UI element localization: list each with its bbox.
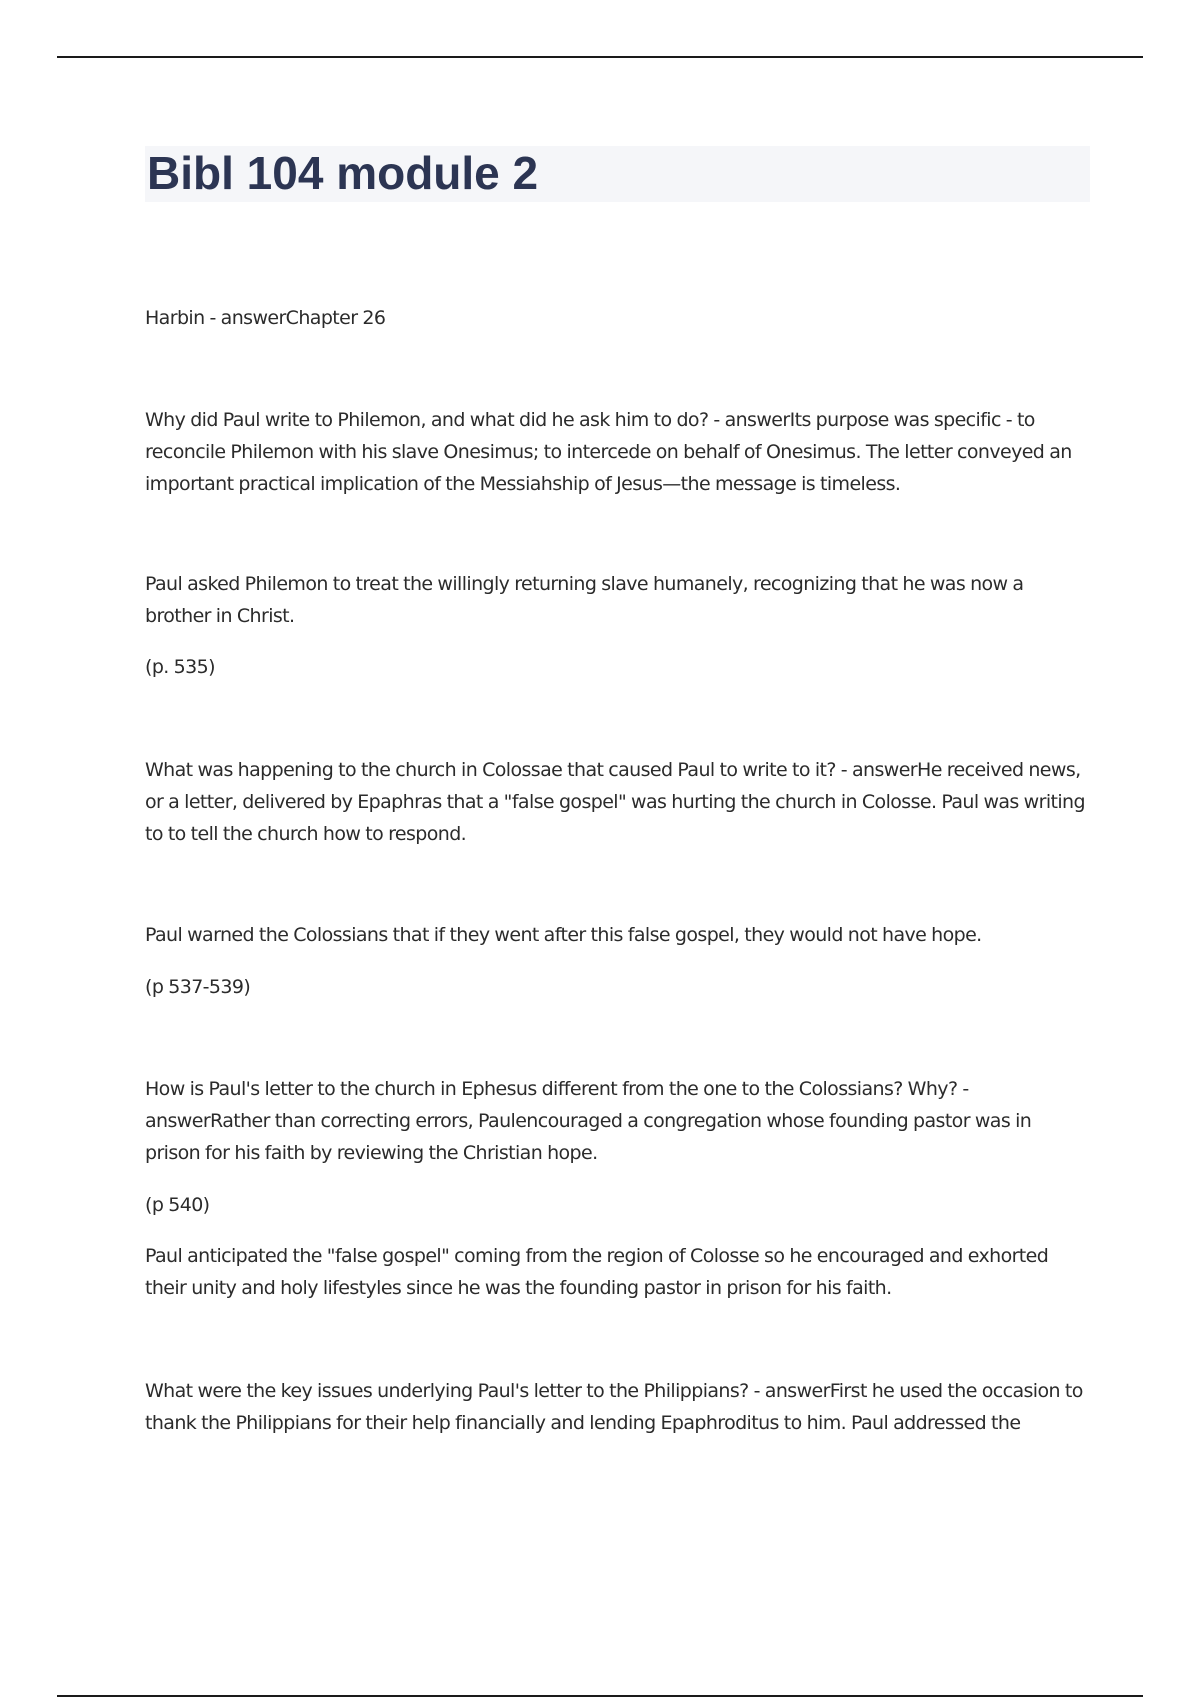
page-reference-535: (p. 535)	[145, 656, 215, 678]
paragraph-philippians-question: What were the key issues underlying Paul's letter to the Philippians? - answerFirst he used the occasion to thank the Philippians for their help financially and lending Epaphroditus to him. Paul addressed the	[145, 1380, 1083, 1434]
paragraph-chapter-heading: Harbin - answerChapter 26	[145, 307, 386, 329]
page-reference-537-539: (p 537-539)	[145, 976, 251, 998]
paragraph-colossians-warning: Paul warned the Colossians that if they went after this false gospel, they would not have hope.	[145, 924, 982, 946]
page-reference-540: (p 540)	[145, 1194, 210, 1216]
top-rule	[57, 56, 1143, 58]
paragraph-ephesus-question: How is Paul's letter to the church in Ephesus different from the one to the Colossians? Why? - answerRather than correcting errors, Paulencouraged a congregation whose founding pastor was in prison for his faith by reviewing the Christian hope.	[145, 1078, 1032, 1164]
paragraph-colossae-question: What was happening to the church in Colossae that caused Paul to write to it? - answerHe received news, or a letter, delivered by Epaphras that a "false gospel" was hurting the church in Colosse. Paul was writing to to tell the church how to respond.	[145, 759, 1085, 845]
paragraph-philemon-question: Why did Paul write to Philemon, and what did he ask him to do? - answerIts purpose was specific - to reconcile Philemon with his slave Onesimus; to intercede on behalf of Onesimus. The letter conveyed an important practical implication of the Messiahship of Jesus—the message is timeless.	[145, 409, 1072, 495]
bottom-rule	[57, 1695, 1143, 1697]
document-title: Bibl 104 module 2	[147, 147, 539, 199]
paragraph-philemon-request: Paul asked Philemon to treat the willingly returning slave humanely, recognizing that he was now a brother in Christ.	[145, 573, 1024, 627]
paragraph-false-gospel-anticipation: Paul anticipated the "false gospel" coming from the region of Colosse so he encouraged and exhorted their unity and holy lifestyles since he was the founding pastor in prison for his faith.	[145, 1245, 1049, 1299]
